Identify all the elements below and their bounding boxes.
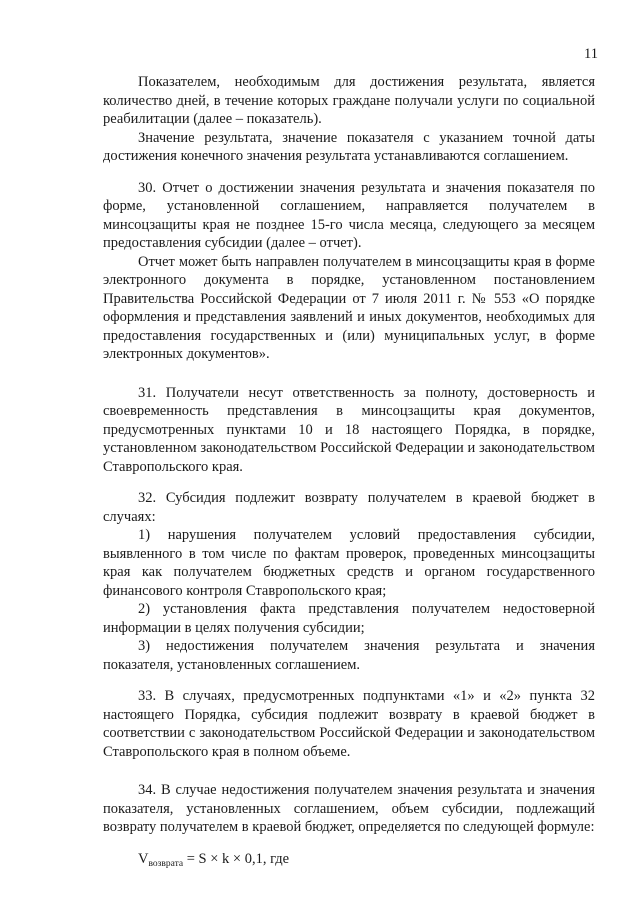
formula-symbol: V [138,850,149,867]
formula-expression: = S × k × 0,1, где [183,850,290,867]
paragraph-30: 30. Отчет о достижении значения результата и значения показателя по форме, установленной соглашением, направляется получателем в минсоцзащиты края не позднее 15-го числа месяца, следующего за месяцем предоставления субсидии (далее – отчет). [103,179,595,251]
paragraph-31: 31. Получатели несут ответственность за полноту, достоверность и своевременность представления в минсоцзащиты края документов, предусмотренных пунктами 10 и 18 настоящего Порядка, в порядке, установленном законодательством Российской Федерации и законодательством Ставропольского края. [103,384,595,475]
document-body [103,73,595,873]
paragraph-32-item-2: 2) установления факта представления получателем недостоверной информации в целях получения субсидии; [103,601,595,636]
formula-subscript: возврата [148,858,184,869]
paragraph-indicator-definition: Показателем, необходимым для достижения результата, является количество дней, в течение которых граждане получали услуги по социальной реабилитации (далее – показатель). [103,74,595,127]
paragraph-32: 32. Субсидия подлежит возврату получателем в краевой бюджет в случаях: [103,490,595,525]
paragraph-33: 33. В случаях, предусмотренных подпунктами «1» и «2» пункта 32 настоящего Порядка, субсидия подлежит возврату в краевой бюджет в соответствии с законодательством Российской Федерации и законодательством Ставропольского края в полном объеме. [103,688,595,760]
refund-formula [103,850,595,874]
page-number: 11 [584,46,598,62]
paragraph-32-item-3: 3) недостижения получателем значения результата и значения показателя, установленных соглашением. [103,638,595,673]
paragraph-indicator-values: Значение результата, значение показателя с указанием точной даты достижения конечного значения результата устанавливаются соглашением. [103,129,595,164]
paragraph-34: 34. В случае недостижения получателем значения результата и значения показателя, установленных соглашением, объем субсидии, подлежащий возврату получателем в краевой бюджет, определяется по следующей формуле: [103,782,595,835]
paragraph-30-electronic-report: Отчет может быть направлен получателем в минсоцзащиты края в форме электронного документа в порядке, установленном постановлением Правительства Российской Федерации от 7 июля 2011 г. № 553 «О порядке оформления и представления заявлений и иных документов, необходимых для предоставления государственных и (или) муниципальных услуг, в форме электронных документов». [103,253,595,362]
paragraph-32-item-1: 1) нарушения получателем условий предоставления субсидии, выявленного в том числе по фактам проверок, проведенных минсоцзащиты края как получателем бюджетных средств и органом государственного финансового контроля Ставропольского края; [103,527,595,599]
